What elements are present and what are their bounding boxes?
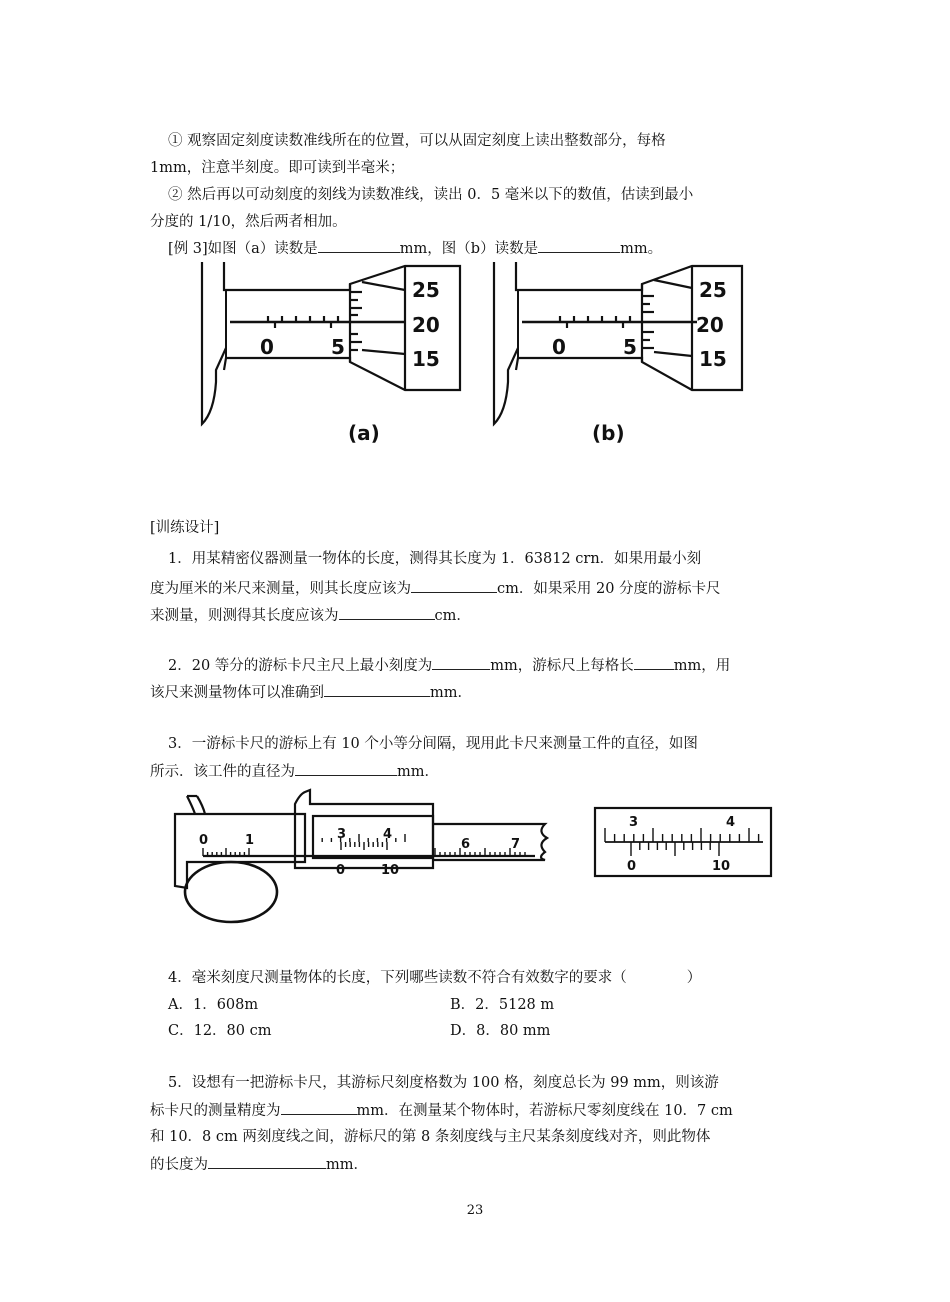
page-number: 23: [466, 1203, 484, 1218]
detail-main-3: 3: [629, 815, 639, 830]
q2-text-a: 2．20 等分的游标卡尺主尺上最小刻度为: [168, 658, 433, 674]
q2-text-d: 该尺来测量物体可以准确到: [150, 685, 324, 701]
main-label-7: 7: [511, 837, 521, 852]
thimble-a-25: 25: [412, 278, 440, 302]
q5-line-4: [150, 1154, 810, 1175]
q5-line-1: 5．设想有一把游标卡尺，其游标尺刻度格数为 100 格，刻度总长为 99 mm，则该游: [168, 1075, 719, 1091]
micrometer-figures: [190, 252, 770, 452]
q4-options-row-1: [168, 995, 828, 1015]
q5-blank-2[interactable]: [208, 1154, 326, 1169]
q4-options-row-2: [168, 1021, 828, 1041]
q2-line-1: [168, 655, 828, 676]
window-label-3: 3: [337, 827, 347, 842]
example-unit-b: mm。: [620, 241, 663, 257]
answer-blank-b[interactable]: [538, 238, 620, 253]
answer-blank-a[interactable]: [318, 238, 400, 253]
example-label-a: [例 3]如图（a）读数是: [168, 241, 318, 257]
q4-line-1: [168, 968, 828, 988]
q3-line-2: [150, 761, 810, 782]
sleeve-b-five: 5: [623, 335, 637, 359]
vernier-caliper-figure: [165, 786, 785, 926]
intro-line-4: 分度的 1/10，然后两者相加。: [150, 214, 347, 230]
q3-text-a: 所示．该工件的直径为: [150, 764, 295, 780]
caption-a: (a): [348, 421, 380, 445]
training-heading: [训练设计]: [150, 520, 220, 536]
q5-blank-1[interactable]: [281, 1100, 357, 1115]
caption-b: (b): [592, 421, 625, 445]
thimble-a-15: 15: [412, 347, 440, 371]
window-label-4: 4: [383, 827, 393, 842]
q2-blank-3[interactable]: [324, 682, 430, 697]
q5-text-d: mm．: [326, 1157, 368, 1173]
q3-line-1: 3．一游标卡尺的游标上有 10 个小等分间隔，现用此卡尺来测量工件的直径，如图: [168, 736, 698, 752]
sleeve-a-zero: 0: [260, 335, 274, 359]
vernier-label-0: 0: [336, 863, 346, 878]
q2-blank-2[interactable]: [634, 655, 674, 670]
q5-text-a: 标卡尺的测量精度为: [150, 1103, 281, 1119]
q2-line-2: [150, 682, 810, 703]
q5-line-3: 和 10．8 cm 两刻度线之间，游标尺的第 8 条刻度线与主尺某条刻度线对齐，则此物体: [150, 1129, 711, 1145]
q4-close-paren: ）: [686, 970, 702, 986]
q1-blank-2[interactable]: [339, 605, 435, 620]
q1-line-2: [150, 578, 810, 599]
q5-text-c: 的长度为: [150, 1157, 208, 1173]
detail-vernier-0: 0: [627, 859, 637, 874]
vernier-label-10: 10: [381, 863, 400, 878]
detail-vernier-10: 10: [712, 859, 731, 874]
q3-text-b: mm．: [397, 764, 439, 780]
q2-text-c: mm，用: [673, 658, 731, 674]
example-label-b: mm，图（b）读数是: [399, 241, 539, 257]
q3-blank[interactable]: [295, 761, 397, 776]
thimble-b-20: 20: [696, 313, 724, 337]
intro-line-3: ② 然后再以可动刻度的刻线为读数准线，读出 0．5 毫米以下的数值，估读到最小: [168, 187, 694, 203]
q1-blank-1[interactable]: [411, 578, 497, 593]
q1-text-c: 来测量，则测得其长度应该为: [150, 608, 339, 624]
q1-text-d: cm．: [434, 608, 471, 624]
q1-line-3: [150, 605, 810, 626]
q4-option-d[interactable]: D．8．80 mm: [450, 1023, 551, 1039]
main-label-1: 1: [245, 833, 255, 848]
q5-text-b: mm．在测量某个物体时，若游标尺零刻度线在 10．7 cm: [356, 1103, 733, 1119]
q1-text-b: cm．如果采用 20 分度的游标卡尺: [497, 581, 721, 597]
q4-option-c[interactable]: C．12．80 cm: [168, 1023, 272, 1039]
q5-line-2: [150, 1100, 810, 1121]
q4-text: 4．毫米刻度尺测量物体的长度，下列哪些读数不符合有效数字的要求（: [168, 970, 627, 986]
main-label-6: 6: [461, 837, 471, 852]
q4-option-a[interactable]: A．1．608m: [168, 997, 259, 1013]
q1-text-a: 度为厘米的米尺来测量，则其长度应该为: [150, 581, 411, 597]
sleeve-b-zero: 0: [552, 335, 566, 359]
q2-text-e: mm．: [430, 685, 472, 701]
thimble-a-20: 20: [412, 313, 440, 337]
sleeve-a-five: 5: [331, 335, 345, 359]
q4-option-b[interactable]: B．2．5128 m: [450, 997, 555, 1013]
q2-text-b: mm，游标尺上每格长: [490, 658, 634, 674]
q2-blank-1[interactable]: [432, 655, 490, 670]
intro-line-2: 1mm，注意半刻度。即可读到半毫米；: [150, 160, 405, 176]
q1-line-1: 1．用某精密仪器测量一物体的长度，测得其长度为 1．63812 crn．如果用最小刻: [168, 551, 702, 567]
intro-line-1: ① 观察固定刻度读数准线所在的位置，可以从固定刻度上读出整数部分，每格: [168, 133, 666, 149]
thimble-b-25: 25: [699, 278, 727, 302]
main-label-0: 0: [199, 833, 209, 848]
detail-main-4: 4: [726, 815, 736, 830]
thimble-b-15: 15: [699, 347, 727, 371]
